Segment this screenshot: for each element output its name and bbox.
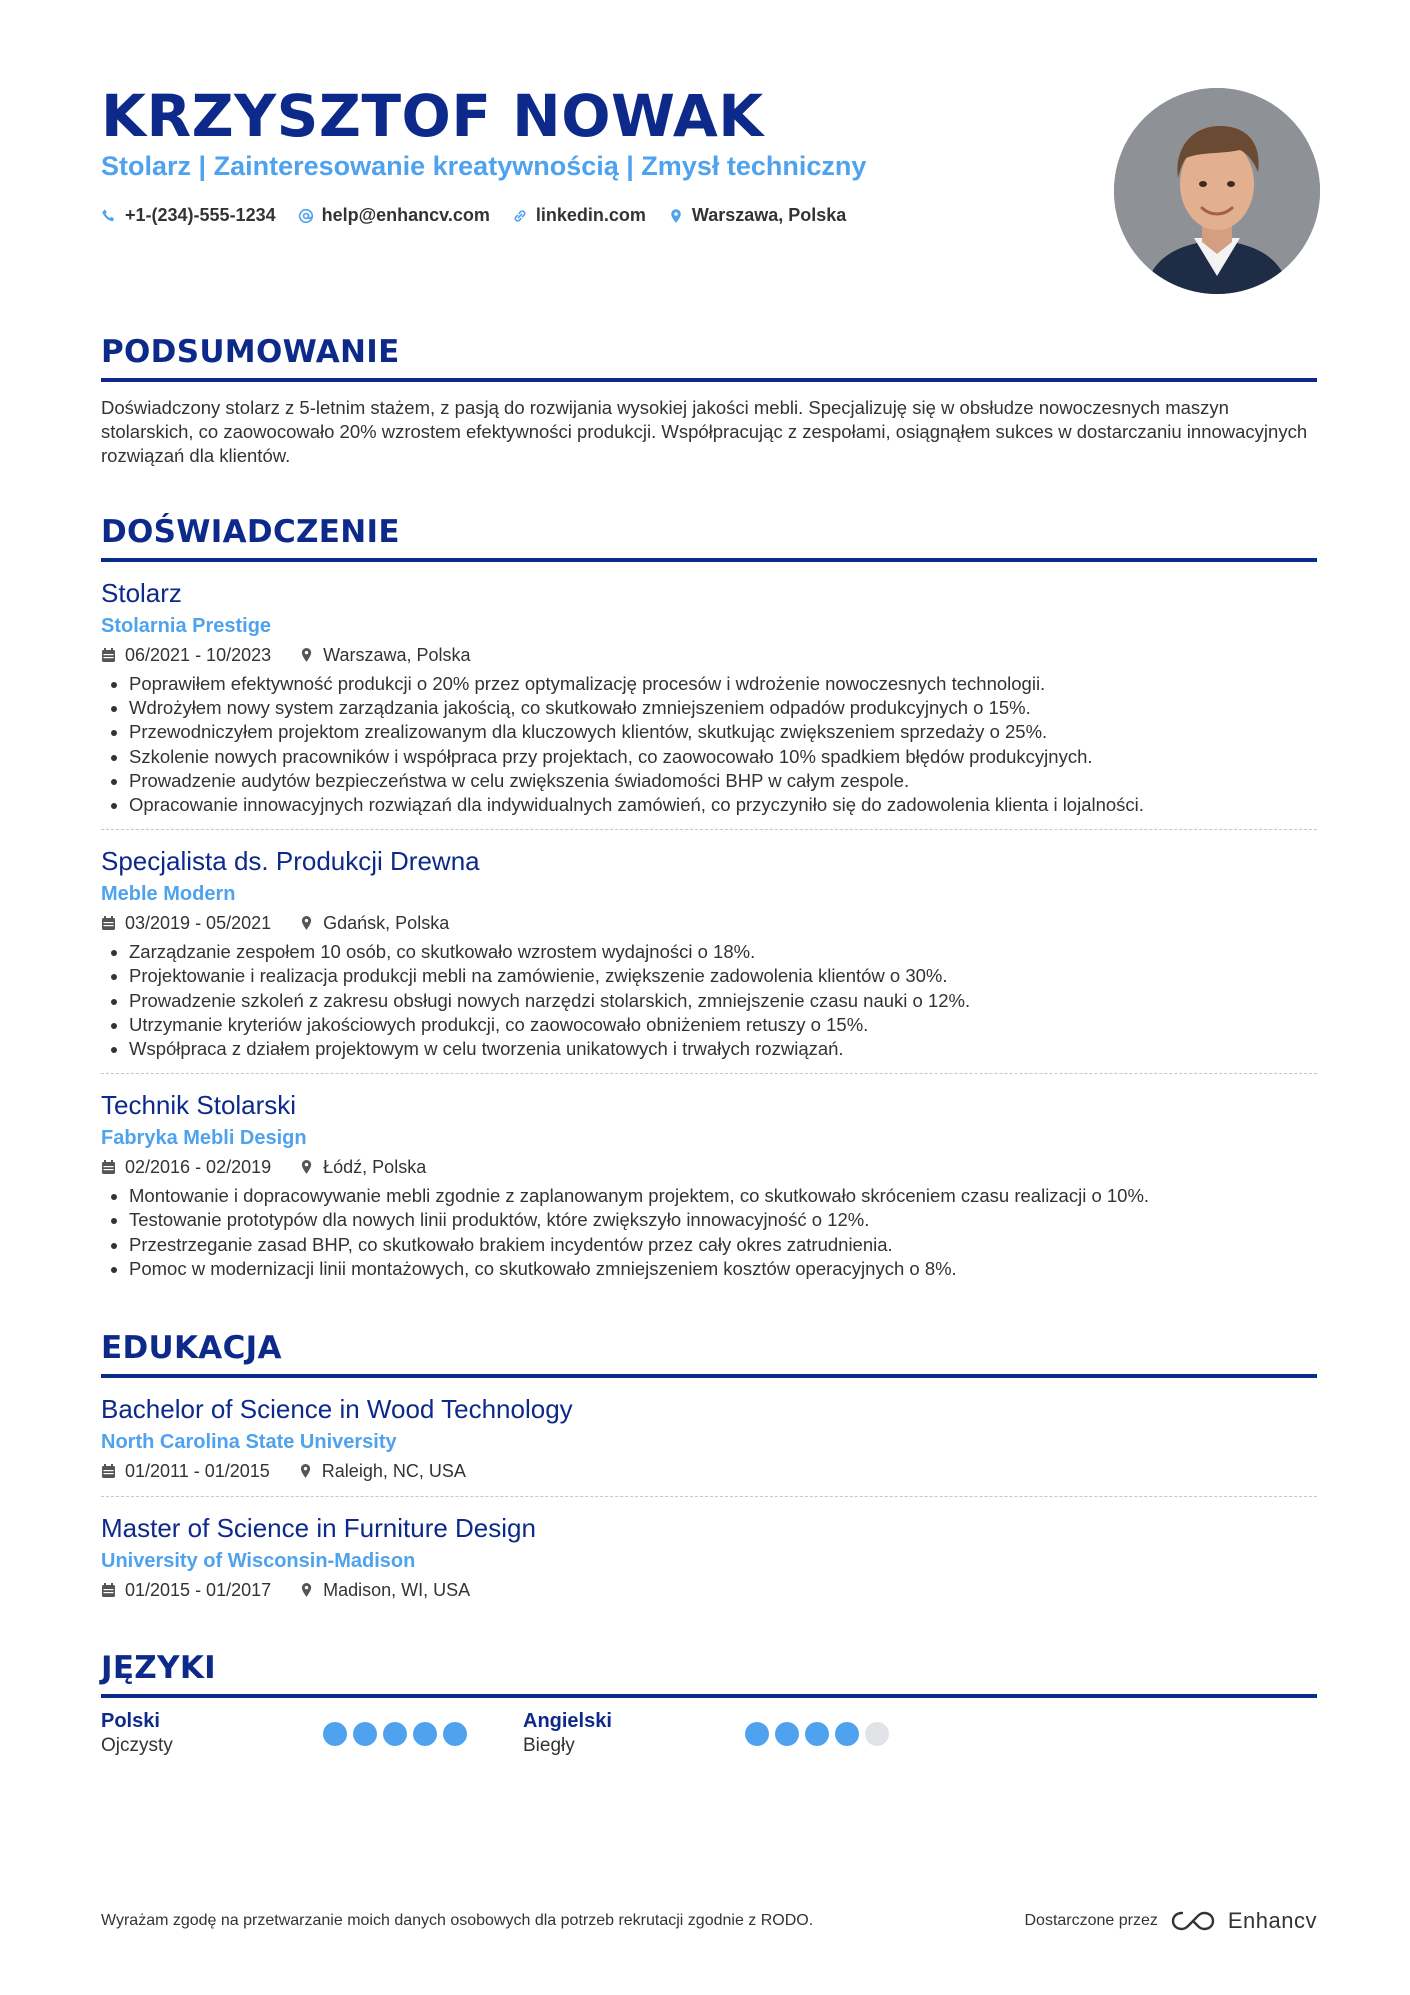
location-pin-icon <box>299 647 314 663</box>
list-item: Prowadzenie szkoleń z zakresu obsługi nowych narzędzi stolarskich, zmniejszenie czasu nauki o 12%. <box>129 989 1317 1013</box>
experience-heading: DOŚWIADCZENIE <box>101 514 400 550</box>
resume-footer <box>101 1908 1317 1934</box>
summary-heading: PODSUMOWANIE <box>101 334 400 370</box>
location-pin-icon <box>299 915 314 931</box>
job-location <box>299 1154 426 1180</box>
avatar-illustration <box>1114 88 1320 294</box>
job-meta <box>101 910 1317 936</box>
list-item: Prowadzenie audytów bezpieczeństwa w celu zwiększenia świadomości BHP w całym zespole. <box>129 769 1317 793</box>
language-level: Biegły <box>523 1735 575 1756</box>
calendar-icon <box>101 1582 116 1598</box>
list-item: Pomoc w modernizacji linii montażowych, co skutkowało zmniejszeniem kosztów operacyjnych o 8%. <box>129 1257 1317 1281</box>
candidate-name: KRZYSZTOF NOWAK <box>101 82 764 150</box>
rating-dot-filled <box>775 1722 799 1746</box>
list-item: Przewodniczyłem projektom zrealizowanym dla kluczowych klientów, skutkując zwiększeniem sprzedaży o 25%. <box>129 720 1317 744</box>
language-rating <box>323 1722 467 1758</box>
rating-dot-filled <box>353 1722 377 1746</box>
job-bullets <box>101 1184 1317 1281</box>
entry-divider <box>101 1073 1317 1074</box>
calendar-icon <box>101 647 116 663</box>
list-item: Poprawiłem efektywność produkcji o 20% przez optymalizację procesów i wdrożenie nowoczesnych technologii. <box>129 672 1317 696</box>
list-item: Szkolenie nowych pracowników i współpraca przy projektach, co zaowocowało 10% spadkiem błędów produkcyjnych. <box>129 745 1317 769</box>
education-heading: EDUKACJA <box>101 1330 282 1366</box>
experience-section <box>101 512 1317 1281</box>
experience-entry <box>101 1088 1317 1281</box>
language-text <box>523 1708 745 1758</box>
languages-list <box>101 1708 1317 1758</box>
enhancv-logo-icon <box>1170 1910 1216 1932</box>
section-rule <box>101 1374 1317 1378</box>
job-location-text: Warszawa, Polska <box>323 645 471 665</box>
job-location <box>299 910 449 936</box>
degree-title: Master of Science in Furniture Design <box>101 1513 536 1543</box>
summary-text: Doświadczony stolarz z 5-letnim stażem, z pasją do rozwijania wysokiej jakości mebli. Specjalizuję się w obsłudze nowoczesnych maszyn stolarskich, co zaowocowało 20% wzrostem efektywności produkcji. Współpracując z zespołami, osiągnąłem sukces w dostarczaniu innowacyjnych rozwiązań dla klientów. <box>101 397 1308 466</box>
rating-dot-filled <box>805 1722 829 1746</box>
language-text <box>101 1708 323 1758</box>
contact-phone[interactable] <box>101 205 276 226</box>
contact-location <box>668 205 846 226</box>
job-bullets <box>101 672 1317 817</box>
list-item: Testowanie prototypów dla nowych linii produktów, które zwiększyło innowacyjność o 12%. <box>129 1208 1317 1232</box>
language-item <box>101 1708 523 1758</box>
language-level: Ojczysty <box>101 1735 173 1756</box>
list-item: Wdrożyłem nowy system zarządzania jakością, co skutkowało zmniejszeniem odpadów produkcyjnych o 15%. <box>129 696 1317 720</box>
job-meta <box>101 642 1317 668</box>
powered-by[interactable] <box>1024 1908 1317 1934</box>
job-location-text: Łódź, Polska <box>323 1157 427 1178</box>
company-name: Stolarnia Prestige <box>101 615 272 637</box>
phone-icon <box>101 208 117 224</box>
job-location <box>299 642 470 668</box>
education-location <box>298 1458 466 1484</box>
entry-divider <box>101 829 1317 830</box>
language-name: Polski <box>101 1710 160 1732</box>
contact-bar <box>101 205 846 226</box>
education-location-text: Raleigh, NC, USA <box>321 1461 466 1481</box>
link-icon <box>512 208 528 224</box>
language-rating <box>745 1722 889 1758</box>
education-meta <box>101 1577 1317 1603</box>
list-item: Projektowanie i realizacja produkcji mebli na zamówienie, zwiększenie zadowolenia klientów o 30%. <box>129 964 1317 988</box>
calendar-icon <box>101 1159 116 1175</box>
rating-dot-filled <box>323 1722 347 1746</box>
contact-location-text: Warszawa, Polska <box>691 205 847 225</box>
education-dates-text: 01/2011 - 01/2015 <box>125 1461 270 1481</box>
candidate-tagline: Stolarz | Zainteresowanie kreatywnością | Zmysł techniczny <box>101 151 867 181</box>
job-dates <box>101 910 271 936</box>
education-dates <box>101 1577 271 1603</box>
contact-linkedin[interactable] <box>512 205 646 226</box>
job-title: Technik Stolarski <box>101 1090 297 1121</box>
education-dates-text: 01/2015 - 01/2017 <box>125 1580 272 1600</box>
rating-dot-filled <box>383 1722 407 1746</box>
job-meta <box>101 1154 1317 1180</box>
calendar-icon <box>101 915 116 931</box>
at-icon <box>298 208 314 224</box>
company-name: Meble Modern <box>101 883 236 906</box>
school-name: North Carolina State University <box>101 1431 397 1453</box>
experience-entry <box>101 844 1317 1061</box>
company-name: Fabryka Mebli Design <box>101 1127 307 1150</box>
location-pin-icon <box>299 1582 314 1598</box>
list-item: Opracowanie innowacyjnych rozwiązań dla indywidualnych zamówień, co przyczyniło się do zadowolenia klienta i lojalności. <box>129 793 1317 817</box>
languages-heading: JĘZYKI <box>101 1650 216 1686</box>
list-item: Utrzymanie kryteriów jakościowych produkcji, co zaowocowało obniżeniem retuszy o 15%. <box>129 1013 1317 1037</box>
language-name: Angielski <box>523 1710 612 1732</box>
job-dates <box>101 1154 271 1180</box>
education-entry <box>101 1511 1317 1603</box>
profile-photo <box>1114 88 1320 294</box>
education-dates <box>101 1458 270 1484</box>
rating-dot-filled <box>745 1722 769 1746</box>
rating-dot-filled <box>443 1722 467 1746</box>
rating-dot-filled <box>835 1722 859 1746</box>
resume-header <box>101 0 1317 300</box>
list-item: Przestrzeganie zasad BHP, co skutkowało brakiem incydentów przez cały okres zatrudnienia. <box>129 1233 1317 1257</box>
education-location-text: Madison, WI, USA <box>323 1580 471 1600</box>
brand-name: Enhancv <box>1227 1908 1317 1933</box>
list-item: Współpraca z działem projektowym w celu tworzenia unikatowych i trwałych rozwiązań. <box>129 1037 1317 1061</box>
languages-section <box>101 1648 1317 1758</box>
contact-email[interactable] <box>298 205 490 226</box>
education-meta <box>101 1458 1317 1484</box>
summary-section <box>101 332 1317 468</box>
education-location <box>299 1577 470 1603</box>
job-dates-text: 06/2021 - 10/2023 <box>125 645 272 665</box>
location-pin-icon <box>298 1463 313 1479</box>
calendar-icon <box>101 1463 116 1479</box>
section-rule <box>101 1694 1317 1698</box>
section-rule <box>101 378 1317 382</box>
job-location-text: Gdańsk, Polska <box>323 913 450 934</box>
location-pin-icon <box>299 1159 314 1175</box>
rating-dot-empty <box>865 1722 889 1746</box>
school-name: University of Wisconsin-Madison <box>101 1550 416 1572</box>
job-bullets <box>101 940 1317 1061</box>
education-section <box>101 1328 1317 1603</box>
job-title: Specjalista ds. Produkcji Drewna <box>101 846 480 877</box>
contact-phone-text: +1-(234)-555-1234 <box>125 205 276 225</box>
list-item: Zarządzanie zespołem 10 osób, co skutkowało wzrostem wydajności o 18%. <box>129 940 1317 964</box>
job-dates-text: 02/2016 - 02/2019 <box>125 1157 272 1178</box>
location-pin-icon <box>668 208 684 224</box>
rating-dot-filled <box>413 1722 437 1746</box>
powered-by-label: Dostarczone przez <box>1024 1912 1158 1929</box>
degree-title: Bachelor of Science in Wood Technology <box>101 1394 573 1424</box>
contact-linkedin-text: linkedin.com <box>535 205 646 225</box>
section-rule <box>101 558 1317 562</box>
language-item <box>523 1708 945 1758</box>
job-dates <box>101 642 271 668</box>
job-title: Stolarz <box>101 578 182 608</box>
experience-entry <box>101 576 1317 817</box>
education-entry <box>101 1392 1317 1484</box>
entry-divider <box>101 1496 1317 1497</box>
contact-email-text: help@enhancv.com <box>321 205 490 225</box>
resume-page <box>101 0 1317 1756</box>
list-item: Montowanie i dopracowywanie mebli zgodnie z zaplanowanym projektem, co skutkowało skróceniem czasu realizacji o 10%. <box>129 1184 1317 1208</box>
job-dates-text: 03/2019 - 05/2021 <box>125 913 272 934</box>
gdpr-consent: Wyrażam zgodę na przetwarzanie moich danych osobowych dla potrzeb rekrutacji zgodnie z RODO. <box>101 1912 814 1929</box>
